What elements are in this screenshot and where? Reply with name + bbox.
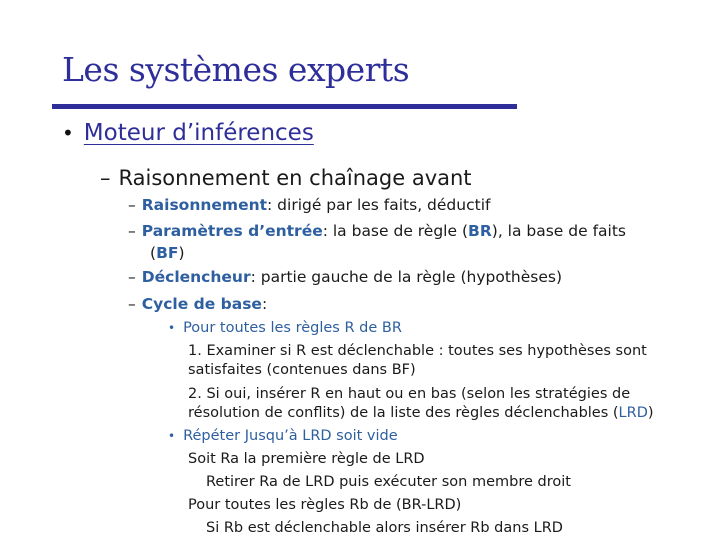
algo-line: Retirer Ra de LRD puis exécuter son membre droit — [206, 474, 571, 490]
item-text: ), la base de faits — [491, 222, 626, 240]
level3-item-cycle — [128, 295, 267, 313]
dash-icon: – — [100, 166, 111, 190]
dash-icon: – — [128, 222, 136, 240]
level4-item-repeter — [168, 428, 398, 444]
level3-item-parametres — [128, 222, 626, 240]
level1-item — [62, 120, 314, 146]
bullet-icon: • — [168, 321, 176, 335]
step-text: résolution de conflits) de la liste des règles déclenchables ( — [188, 405, 619, 421]
item-text: : la base de règle ( — [322, 222, 469, 240]
level4-text: Pour toutes les règles R de BR — [183, 320, 402, 336]
step-line: 1. Examiner si R est déclenchable : toutes ses hypothèses sont — [188, 343, 647, 359]
item-text: : — [261, 295, 268, 313]
abbr-bf: BF — [156, 244, 179, 262]
step-line: 2. Si oui, insérer R en haut ou en bas (selon les stratégies de — [188, 386, 631, 402]
bullet-icon: • — [168, 429, 176, 443]
algo-line: Pour toutes les règles Rb de (BR-LRD) — [188, 497, 462, 513]
keyword: Raisonnement — [141, 196, 268, 214]
keyword: Déclencheur — [141, 268, 251, 286]
step-line: satisfaites (contenues dans BF) — [188, 362, 416, 378]
item-text: ) — [178, 244, 185, 262]
abbr-lrd: LRD — [618, 405, 648, 421]
dash-icon: – — [128, 268, 136, 286]
algo-line: Soit Ra la première règle de LRD — [188, 451, 425, 467]
dash-icon: – — [128, 295, 136, 313]
item-text: ( — [150, 244, 157, 262]
level3-item-declencheur — [128, 268, 562, 286]
level4-item-pour-toutes — [168, 320, 402, 336]
item-text: : partie gauche de la règle (hypothèses) — [250, 268, 563, 286]
level2-text: Raisonnement en chaînage avant — [118, 166, 472, 190]
dash-icon: – — [128, 196, 136, 214]
title-underline — [52, 104, 517, 109]
keyword: Paramètres d’entrée — [141, 222, 323, 240]
abbr-br: BR — [468, 222, 492, 240]
step-line — [188, 405, 654, 421]
step-text: ) — [647, 405, 654, 421]
level3-item-parametres-cont — [150, 244, 185, 262]
keyword: Cycle de base — [141, 295, 262, 313]
bullet-icon: • — [62, 121, 74, 145]
level4-text: Répéter Jusqu’à LRD soit vide — [183, 428, 398, 444]
algo-line: Si Rb est déclenchable alors insérer Rb dans LRD — [206, 520, 563, 536]
level3-item-raisonnement — [128, 196, 490, 214]
level2-item — [100, 166, 472, 190]
level1-text: Moteur d’inférences — [83, 120, 314, 146]
slide-title: Les systèmes experts — [62, 50, 410, 89]
item-text: : dirigé par les faits, déductif — [267, 196, 491, 214]
